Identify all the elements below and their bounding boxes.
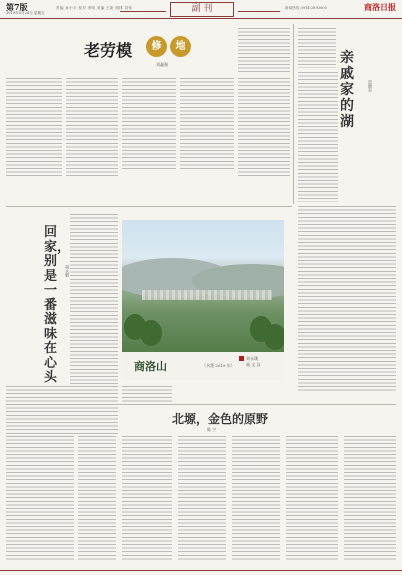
lead-article-author: 刘鑫强 xyxy=(156,62,168,67)
lead-article-col-3 xyxy=(122,78,176,170)
horizontal-divider-2 xyxy=(6,404,396,405)
hotline-info: 新闻热线 0914-2893000 xyxy=(285,6,327,10)
home-article-col-2 xyxy=(122,386,172,404)
artist-seal-icon xyxy=(239,356,244,361)
lead-article-col-2 xyxy=(66,78,118,178)
column-divider xyxy=(293,24,294,204)
field-article-author: 陈 宁 xyxy=(207,427,217,432)
field-article-col-1 xyxy=(6,436,74,562)
home-article-title: 回家，别是一番滋味在心头 xyxy=(44,225,71,385)
issue-date: 2019年5月24日 星期五 xyxy=(6,11,45,15)
painting-tree-4 xyxy=(264,324,284,350)
header-rule-left xyxy=(120,11,166,12)
painting-artist-note: 画 文 汉 xyxy=(246,362,261,367)
field-article-title: 北塬，金色的原野 xyxy=(172,412,269,426)
painting-town xyxy=(142,290,272,300)
field-article-col-3 xyxy=(122,436,172,562)
home-article-col-0 xyxy=(6,386,118,434)
lead-article-title: 老劳模 xyxy=(84,41,133,60)
lake-article-intro xyxy=(298,28,336,68)
painting-subtitle: （水墨 2019 年） xyxy=(202,363,235,368)
lake-article-col-1 xyxy=(298,72,338,202)
painting-tree-2 xyxy=(140,320,162,346)
painting-title: 商洛山 xyxy=(134,360,167,373)
painting-artist xyxy=(246,356,261,368)
painting-artist-name: 刘永璞 xyxy=(246,356,258,361)
page-number: 第7版 xyxy=(6,2,28,12)
newspaper-logo: 商洛日报 xyxy=(364,2,396,12)
header-divider xyxy=(0,18,402,19)
editor-info: 责编 孙小平 校对 李明 美编 王新 照排 刘伟 xyxy=(56,6,133,10)
lake-article-title: 亲戚家的湖 xyxy=(340,50,354,130)
lead-article-col-top xyxy=(238,28,290,74)
field-article-col-7 xyxy=(344,436,396,562)
field-article-col-2 xyxy=(78,436,116,562)
landscape-painting xyxy=(122,220,284,352)
field-article-col-5 xyxy=(232,436,280,562)
page-header xyxy=(0,0,402,18)
horizontal-divider-1 xyxy=(6,206,292,207)
title-circle-2: 地 xyxy=(170,36,191,57)
page-footer-rule xyxy=(0,570,402,571)
home-article-author: 胡永朝 xyxy=(65,265,70,277)
lead-article-col-4 xyxy=(180,78,234,170)
lead-article-col-1 xyxy=(6,78,62,178)
field-article-col-4 xyxy=(178,436,226,562)
painting-caption-bar xyxy=(122,352,284,380)
lake-article-body xyxy=(298,206,396,392)
field-article-col-6 xyxy=(286,436,338,562)
section-title: 副 刊 xyxy=(170,2,234,17)
lake-article-author: 雷晓东 xyxy=(368,80,373,92)
header-rule-right xyxy=(238,11,280,12)
title-circle-1: 修 xyxy=(146,36,167,57)
home-article-col-1 xyxy=(70,214,118,384)
lead-article-col-5 xyxy=(238,78,290,178)
